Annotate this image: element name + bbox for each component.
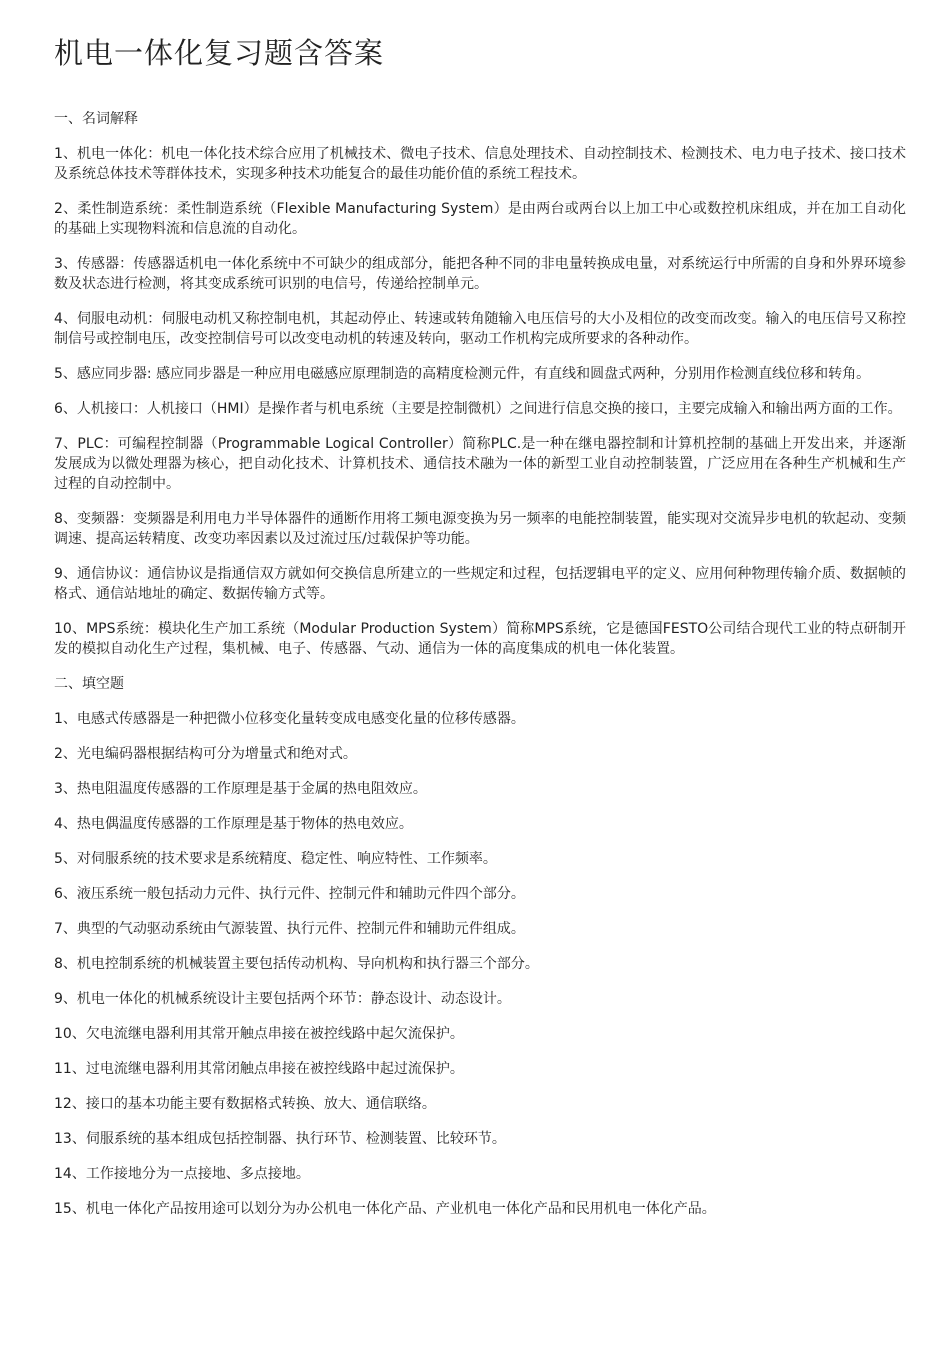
definition-item: 7、PLC：可编程控制器（Programmable Logical Controller）简称PLC.是一种在继电器控制和计算机控制的基础上开发出来，并逐渐发展成为以微处理器为核心，把自动化技术、计算机技术、通信技术融为一体的新型工业自动控制装置，广泛应用在各种生产机械和生产过程的自动控制中。: [54, 436, 906, 492]
definition-item: 5、感应同步器: 感应同步器是一种应用电磁感应原理制造的高精度检测元件，有直线和圆盘式两种，分别用作检测直线位移和转角。: [54, 366, 871, 382]
fill-in-item: 1、电感式传感器是一种把微小位移变化量转变成电感变化量的位移传感器。: [54, 711, 525, 727]
fill-in-item: 3、热电阻温度传感器的工作原理是基于金属的热电阻效应。: [54, 781, 427, 797]
fill-in-item: 13、伺服系统的基本组成包括控制器、执行环节、检测装置、比较环节。: [54, 1131, 506, 1147]
fill-in-item: 4、热电偶温度传感器的工作原理是基于物体的热电效应。: [54, 816, 413, 832]
fill-in-item: 6、液压系统一般包括动力元件、执行元件、控制元件和辅助元件四个部分。: [54, 886, 525, 902]
fill-in-item: 12、接口的基本功能主要有数据格式转换、放大、通信联络。: [54, 1096, 436, 1112]
fill-in-item: 15、机电一体化产品按用途可以划分为办公机电一体化产品、产业机电一体化产品和民用机电一体化产品。: [54, 1201, 716, 1217]
section-heading-definitions: 一、名词解释: [54, 111, 138, 127]
fill-in-item: 9、机电一体化的机械系统设计主要包括两个环节：静态设计、动态设计。: [54, 991, 511, 1007]
fill-in-item: 7、典型的气动驱动系统由气源装置、执行元件、控制元件和辅助元件组成。: [54, 921, 525, 937]
definition-item: 8、变频器：变频器是利用电力半导体器件的通断作用将工频电源变换为另一频率的电能控制装置，能实现对交流异步电机的软起动、变频调速、提高运转精度、改变功率因素以及过流过压/过载保护等功能。: [54, 511, 906, 547]
fill-in-item: 8、机电控制系统的机械装置主要包括传动机构、导向机构和执行器三个部分。: [54, 956, 539, 972]
definition-item: 2、柔性制造系统：柔性制造系统（Flexible Manufacturing System）是由两台或两台以上加工中心或数控机床组成，并在加工自动化的基础上实现物料流和信息流的自动化。: [54, 201, 906, 237]
definition-item: 10、MPS系统：模块化生产加工系统（Modular Production System）简称MPS系统，它是德国FESTO公司结合现代工业的特点研制开发的模拟自动化生产过程，集机械、电子、传感器、气动、通信为一体的高度集成的机电一体化装置。: [54, 621, 906, 657]
definition-item: 1、机电一体化：机电一体化技术综合应用了机械技术、微电子技术、信息处理技术、自动控制技术、检测技术、电力电子技术、接口技术及系统总体技术等群体技术，实现多种技术功能复合的最佳功能价值的系统工程技术。: [54, 146, 906, 182]
fill-in-item: 10、欠电流继电器利用其常开触点串接在被控线路中起欠流保护。: [54, 1026, 464, 1042]
fill-in-item: 2、光电编码器根据结构可分为增量式和绝对式。: [54, 746, 357, 762]
section-heading-fill-in: 二、填空题: [54, 676, 124, 692]
fill-in-item: 5、对伺服系统的技术要求是系统精度、稳定性、响应特性、工作频率。: [54, 851, 497, 867]
page-title: 机电一体化复习题含答案: [54, 36, 385, 70]
definition-item: 4、伺服电动机：伺服电动机又称控制电机，其起动停止、转速或转角随输入电压信号的大小及相位的改变而改变。输入的电压信号又称控制信号或控制电压，改变控制信号可以改变电动机的转速及转向，驱动工作机构完成所要求的各种动作。: [54, 311, 906, 347]
definition-item: 6、人机接口：人机接口（HMI）是操作者与机电系统（主要是控制微机）之间进行信息交换的接口，主要完成输入和输出两方面的工作。: [54, 401, 902, 417]
definition-item: 3、传感器：传感器适机电一体化系统中不可缺少的组成部分，能把各种不同的非电量转换成电量，对系统运行中所需的自身和外界环境参数及状态进行检测，将其变成系统可识别的电信号，传递给控制单元。: [54, 256, 906, 292]
fill-in-item: 14、工作接地分为一点接地、多点接地。: [54, 1166, 310, 1182]
fill-in-item: 11、过电流继电器利用其常闭触点串接在被控线路中起过流保护。: [54, 1061, 464, 1077]
document-page: [54, 0, 906, 1219]
definition-item: 9、通信协议：通信协议是指通信双方就如何交换信息所建立的一些规定和过程，包括逻辑电平的定义、应用何种物理传输介质、数据帧的格式、通信站地址的确定、数据传输方式等。: [54, 566, 906, 602]
